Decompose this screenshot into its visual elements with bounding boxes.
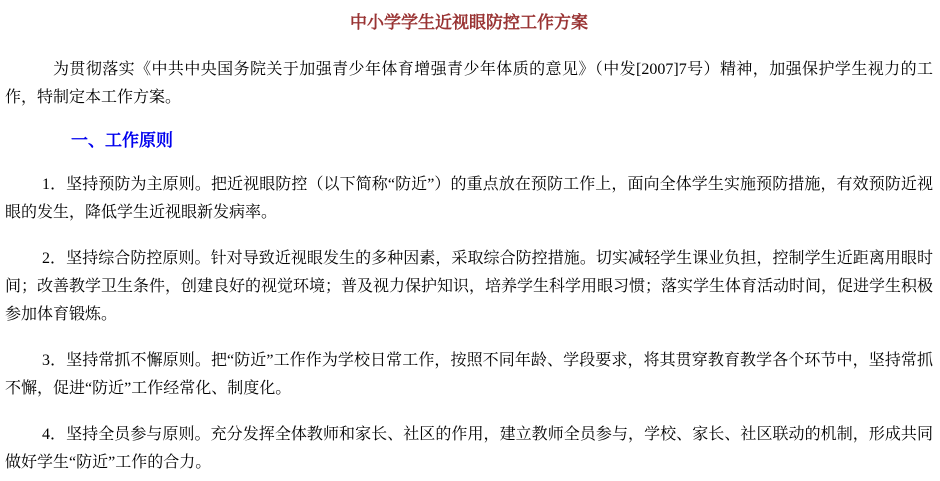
intro-paragraph: 为贯彻落实《中共中央国务院关于加强青少年体育增强青少年体质的意见》（中发[2007]7号）精神，加强保护学生视力的工作，特制定本工作方案。 [5,61,933,106]
section-heading-work-principles: 一、工作原则 [71,131,173,150]
principle-paragraph-3: 3．坚持常抓不懈原则。把“防近”工作作为学校日常工作，按照不同年龄、学段要求，将其贯穿教育教学各个环节中，坚持常抓不懈，促进“防近”工作经常化、制度化。 [5,352,933,397]
principle-paragraph-2: 2．坚持综合防控原则。针对导致近视眼发生的多种因素，采取综合防控措施。切实减轻学生课业负担，控制学生近距离用眼时间；改善教学卫生条件，创建良好的视觉环境；普及视力保护知识，培养学生科学用眼习惯；落实学生体育活动时间，促进学生积极参加体育锻炼。 [5,250,934,323]
principle-paragraph-1: 1．坚持预防为主原则。把近视眼防控（以下简称“防近”）的重点放在预防工作上，面向全体学生实施预防措施，有效预防近视眼的发生，降低学生近视眼新发病率。 [5,176,933,221]
principle-paragraph-4: 4．坚持全员参与原则。充分发挥全体教师和家长、社区的作用，建立教师全员参与，学校、家长、社区联动的机制，形成共同做好学生“防近”工作的合力。 [5,426,933,471]
document-title: 中小学学生近视眼防控工作方案 [350,13,588,32]
